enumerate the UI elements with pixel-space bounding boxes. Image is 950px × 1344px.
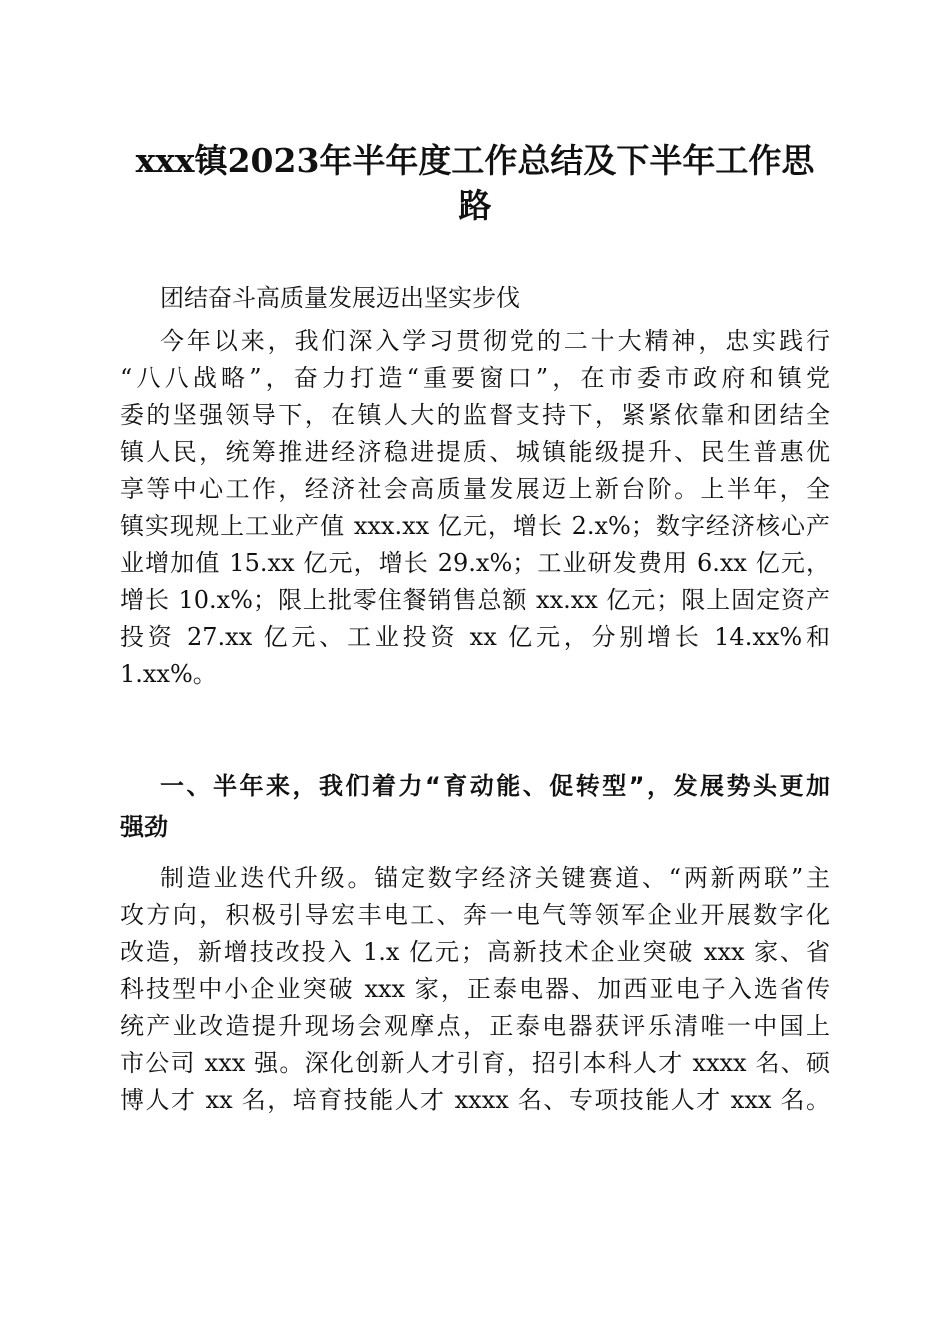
paragraph1-line: 今年以来，我们深入学习贯彻党的二十大精神，忠实践行 [160, 327, 830, 355]
subtitle-text: 团结奋斗高质量发展迈出坚实步伐 [160, 284, 520, 312]
paragraph1-line: 增长 10.x%；限上批零住餐销售总额 xx.xx 亿元；限上固定资产 [120, 586, 830, 614]
heading1-line: 强劲 [120, 813, 168, 841]
paragraph1-line: 镇人民，统筹推进经济稳进提质、城镇能级提升、民生普惠优 [120, 438, 830, 466]
paragraph2-line: 科技型中小企业突破 xxx 家，正泰电器、加西亚电子入选省传 [120, 975, 830, 1003]
section-heading-1 [120, 766, 830, 848]
paragraph-2 [120, 860, 830, 1119]
paragraph2-line: 攻方向，积极引导宏丰电工、奔一电气等领军企业开展数字化 [120, 901, 830, 929]
paragraph2-line: 改造，新增技改投入 1.x 亿元；高新技术企业突破 xxx 家、省 [120, 938, 830, 966]
paragraph2-line: 市公司 xxx 强。深化创新人才引育，招引本科人才 xxxx 名、硕 [120, 1049, 830, 1077]
paragraph-1 [120, 323, 830, 693]
heading1-line: 一、半年来，我们着力“育动能、促转型”，发展势头更加 [160, 772, 830, 800]
paragraph1-line: 享等中心工作，经济社会高质量发展迈上新台阶。上半年，全 [120, 475, 830, 503]
paragraph1-line: 投资 27.xx 亿元、工业投资 xx 亿元，分别增长 14.xx%和 [120, 623, 830, 651]
document-title [100, 138, 850, 228]
title-line: xxx镇2023年半年度工作总结及下半年工作思 [135, 141, 815, 180]
paragraph1-line: 业增加值 15.xx 亿元，增长 29.x%；工业研发费用 6.xx 亿元， [120, 549, 830, 577]
paragraph1-line: “八八战略”，奋力打造“重要窗口”，在市委市政府和镇党 [120, 364, 830, 392]
paragraph2-line: 统产业改造提升现场会观摩点，正泰电器获评乐清唯一中国上 [120, 1012, 830, 1040]
paragraph2-line: 博人才 xx 名，培育技能人才 xxxx 名、专项技能人才 xxx 名。 [120, 1086, 830, 1114]
paragraph1-line: 委的坚强领导下，在镇人大的监督支持下，紧紧依靠和团结全 [120, 401, 830, 429]
subtitle [120, 280, 830, 317]
paragraph2-line: 制造业迭代升级。锚定数字经济关键赛道、“两新两联”主 [160, 864, 830, 892]
paragraph1-line: 1.xx%。 [120, 660, 217, 688]
title-line: 路 [458, 186, 492, 225]
paragraph1-line: 镇实现规上工业产值 xxx.xx 亿元，增长 2.x%；数字经济核心产 [120, 512, 830, 540]
